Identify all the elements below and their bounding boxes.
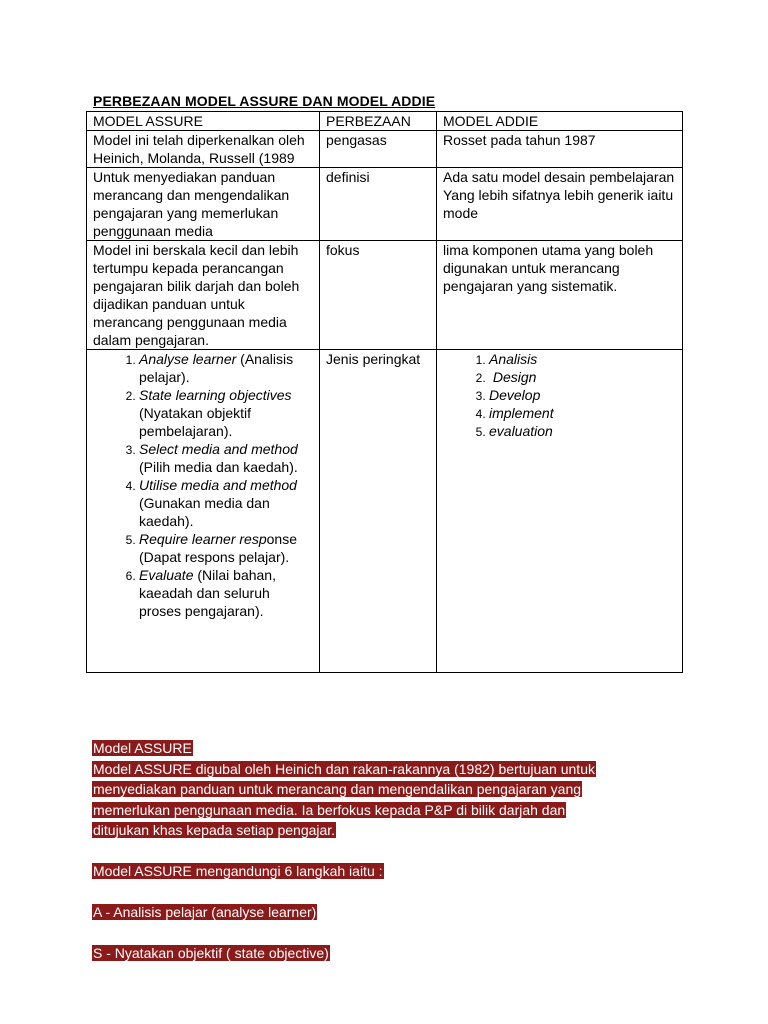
list-item: 4. implement [489,404,676,422]
table-row [87,131,683,168]
table-row [87,350,683,673]
list-item: 2. Design [489,368,676,386]
table-header-row [87,112,683,131]
addie-steps-list [443,350,676,440]
header-perbezaan: PERBEZAAN [320,112,437,131]
notes-paragraph-line: ditujukan khas kepada setiap pengajar. [93,822,336,838]
table-row [87,168,683,241]
document-title: PERBEZAAN MODEL ASSURE DAN MODEL ADDIE [93,93,436,109]
comparison-table [86,111,683,673]
addie-pengasas-cell: Rosset pada tahun 1987 [437,131,683,168]
list-item: 1. Analisis [489,350,676,368]
list-item: 5. evaluation [489,422,676,440]
list-item: 4. Utilise media and method (Gunakan media dan kaedah). [139,476,313,530]
addie-definisi-line: Ada satu model desain pembelajaran [443,169,675,185]
assure-notes [92,738,692,964]
notes-step-a: A - Analisis pelajar (analyse learner) [93,904,317,920]
list-item: 1. Analyse learner (Analisis pelajar). [139,350,313,386]
perbezaan-pengasas-cell: pengasas [320,131,437,168]
notes-paragraph-line: memerlukan penggunaan media. Ia berfokus kepada P&P di bilik darjah dan [93,801,566,818]
list-item: 3. Select media and method (Pilih media dan kaedah). [139,440,313,476]
addie-steps-cell [437,350,683,673]
list-item: 2. State learning objectives (Nyatakan objektif pembelajaran). [139,386,313,440]
list-item: 5. Require learner response (Dapat respons pelajar). [139,530,313,566]
perbezaan-peringkat-cell: Jenis peringkat [320,350,437,673]
list-item: 6. Evaluate (Nilai bahan, kaeadah dan seluruh proses pengajaran). [139,566,313,620]
header-model-addie: MODEL ADDIE [437,112,683,131]
addie-fokus-cell: lima komponen utama yang boleh digunakan untuk merancang pengajaran yang sistematik. [437,241,683,350]
addie-definisi-cell [437,168,683,241]
perbezaan-fokus-cell: fokus [320,241,437,350]
notes-paragraph-line: menyediakan panduan untuk merancang dan mengendalikan pengajaran yang [93,781,582,797]
header-model-assure: MODEL ASSURE [87,112,320,131]
addie-definisi-line: Yang lebih sifatnya lebih generik iaitu mode [443,187,674,221]
assure-steps-cell [87,350,320,673]
table-row [87,241,683,350]
assure-fokus-cell: Model ini berskala kecil dan lebih tertumpu kepada perancangan pengajaran bilik darjah dan boleh dijadikan panduan untuk merancang penggunaan media dalam pengajaran. [87,241,320,350]
notes-heading: Model ASSURE [93,740,192,756]
assure-pengasas-cell: Model ini telah diperkenalkan oleh Heinich, Molanda, Russell (1989 [87,131,320,168]
perbezaan-definisi-cell: definisi [320,168,437,241]
assure-steps-list [93,350,313,620]
notes-step-s: S - Nyatakan objektif ( state objective) [93,945,329,961]
list-item: 3. Develop [489,386,676,404]
notes-steps-intro: Model ASSURE mengandungi 6 langkah iaitu : [93,863,383,879]
assure-definisi-cell: Untuk menyediakan panduan merancang dan mengendalikan pengajaran yang memerlukan penggunaan media [87,168,320,241]
notes-paragraph-line: Model ASSURE digubal oleh Heinich dan rakan-rakannya (1982) bertujuan untuk [93,760,595,777]
